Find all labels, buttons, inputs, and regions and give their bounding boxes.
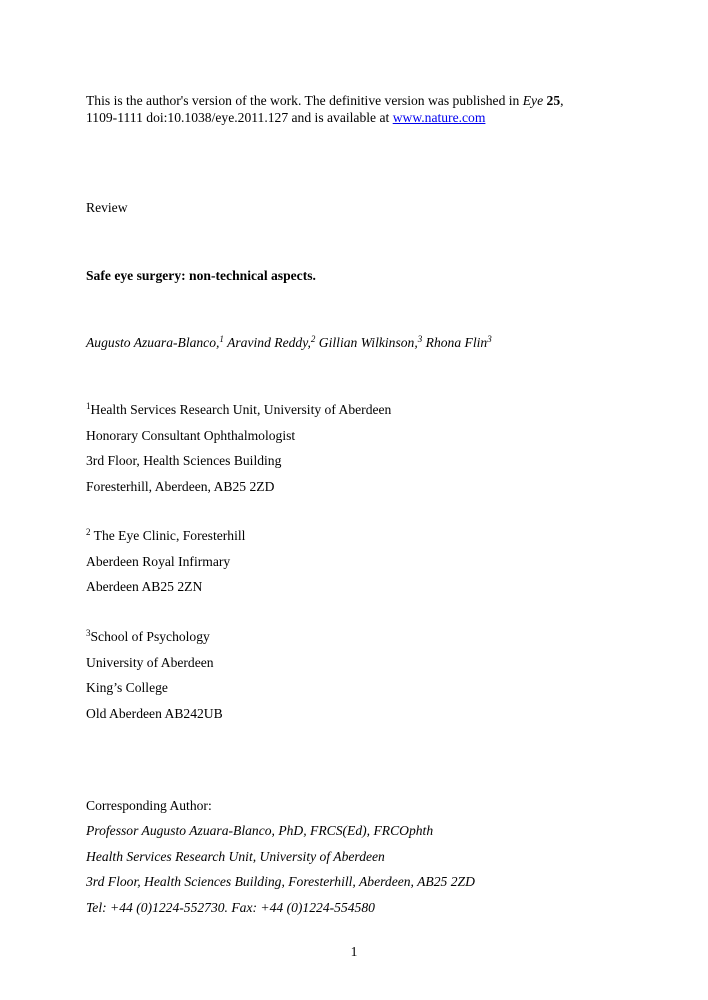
affiliation-sup: 3 [86,628,91,638]
page-number: 1 [350,944,358,959]
affiliation-1-line: Foresterhill, Aberdeen, AB25 2ZD [86,479,275,494]
notice-comma: , [560,93,564,108]
affiliation-3-line: Old Aberdeen AB242UB [86,706,223,721]
author-name: Aravind Reddy, [227,335,311,350]
affiliation-3-line: King’s College [86,680,168,695]
affiliation-3-line: University of Aberdeen [86,655,214,670]
affiliation-2-line: Aberdeen Royal Infirmary [86,554,231,569]
corresponding-author-line: 3rd Floor, Health Sciences Building, Foresterhill, Aberdeen, AB25 2ZD [86,874,475,889]
author-affiliation-sup: 3 [417,334,423,344]
affiliation-1-line: $^1$Health Services Research Unit, University of Aberdeen [86,401,392,417]
article-type: Review [86,200,128,215]
corresponding-author-line: Health Services Research Unit, University of Aberdeen [86,849,385,864]
article-title: Safe eye surgery: non-technical aspects. [86,268,316,283]
affiliation-1-line: Honorary Consultant Ophthalmologist [86,428,296,443]
author-affiliation-sup: 1 [219,334,224,344]
affiliation-sup: 1 [86,401,91,411]
author-affiliation-sup: 3 [487,334,492,344]
author-name: Gillian Wilkinson, [318,335,418,350]
journal-name: Eye [522,93,544,108]
affiliation-1-line: 3rd Floor, Health Sciences Building [86,453,282,468]
publication-notice-line-1 [86,93,564,109]
affiliation-2-line: $^2$ The Eye Clinic, Foresterhill [86,527,246,543]
notice-doi-text: 1109-1111 doi:10.1038/eye.2011.127 and is available at [86,110,393,125]
corresponding-author-line: Tel: +44 (0)1224-552730. Fax: +44 (0)1224-554580 [86,900,375,915]
author-affiliation-sup: 2 [310,334,316,344]
author-list [86,335,492,352]
affiliation-3-line: $^3$School of Psychology [86,628,210,644]
affiliation-sup: 2 [86,527,91,537]
corresponding-author-label: Corresponding Author: [86,798,212,813]
affiliation-2-line: Aberdeen AB25 2ZN [86,579,203,594]
journal-volume: 25 [546,93,561,108]
corresponding-author-line: Professor Augusto Azuara-Blanco, PhD, FRCS(Ed), FRCOphth [86,823,434,838]
notice-prefix: This is the author's version of the work. The definitive version was published in [86,93,523,108]
author-name: Rhona Flin [425,335,488,350]
publication-notice-line-2 [86,110,485,126]
nature-link[interactable]: www.nature.com [392,110,486,125]
author-name: Augusto Azuara-Blanco, [86,335,220,350]
